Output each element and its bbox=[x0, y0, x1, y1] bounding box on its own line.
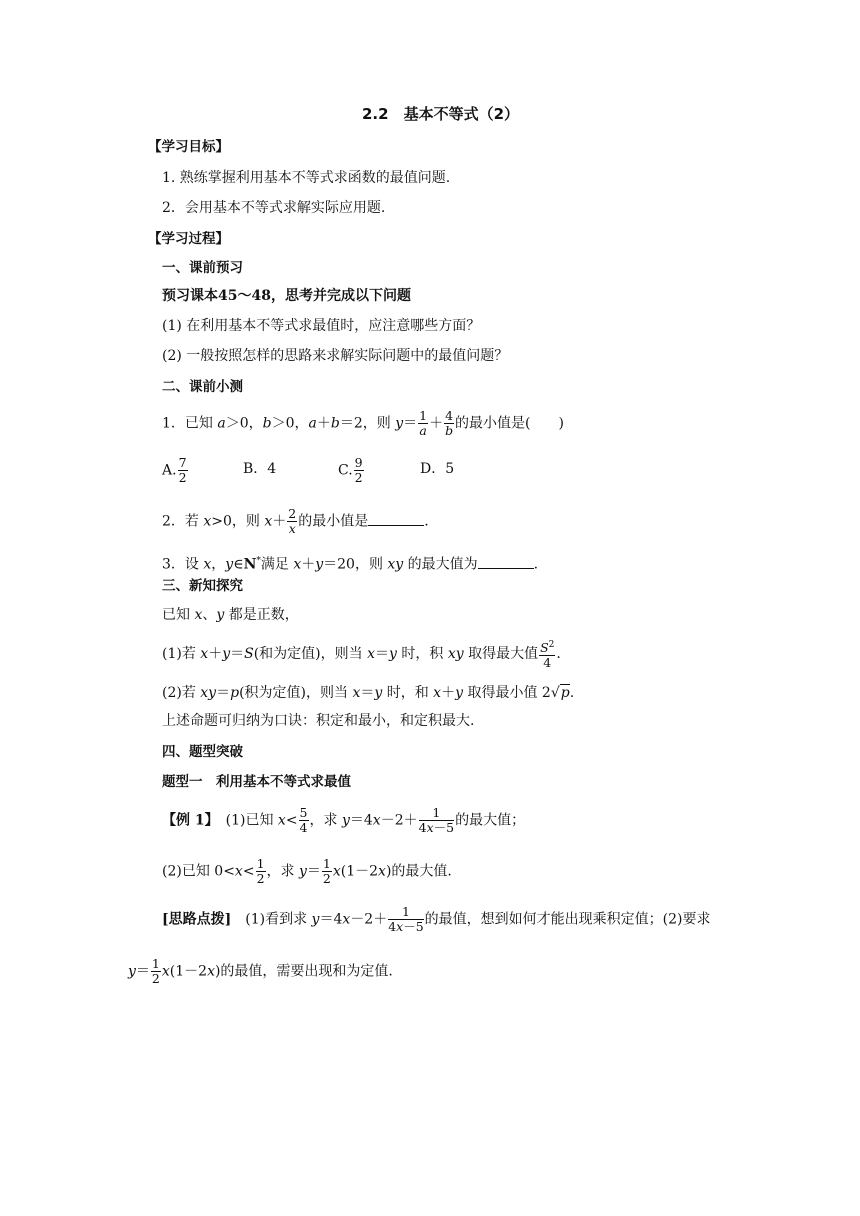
part-3-heading: 三、新知探究 bbox=[162, 578, 243, 594]
quiz-question-3: 3．设 x，y∈N*满足 x＋y＝20，则 xy 的最大值为 . bbox=[162, 551, 538, 575]
part-4-heading: 四、题型突破 bbox=[162, 744, 243, 760]
preview-intro: 预习课本45～48，思考并完成以下问题 bbox=[162, 288, 411, 304]
explore-intro: 已知 x、y 都是正数， bbox=[162, 607, 299, 623]
hint-label: [思路点拨] bbox=[162, 911, 232, 928]
quiz-question-1: 1．已知 a＞0，b＞0，a＋b＝2，则 y＝ $\frac{1}{a}$ ＋ $\frac{4}{b}$ 的最小值是( ) bbox=[162, 408, 564, 438]
section-goals-heading: 【学习目标】 bbox=[148, 139, 229, 155]
fraction: $\frac{4}{b}$ bbox=[445, 408, 454, 438]
option-d: D．5 bbox=[420, 461, 455, 477]
page-title: 2.2 基本不等式（2） bbox=[362, 105, 520, 123]
type-1-heading: 题型一 利用基本不等式求最值 bbox=[162, 774, 351, 790]
goal-item-1: 1. 熟练掌握利用基本不等式求函数的最值问题. bbox=[162, 170, 451, 186]
answer-blank bbox=[368, 511, 424, 526]
sqrt-sign: √ bbox=[550, 685, 560, 701]
example-label: 【例 1】 bbox=[162, 812, 212, 829]
example-1-part-2: (2)已知 0<x< $\frac{1}{2}$ ，求 y＝ $\frac{1}{2}$ x(1－2x)的最大值. bbox=[162, 856, 452, 886]
preview-question-1: (1) 在利用基本不等式求最值时，应注意哪些方面？ bbox=[162, 318, 481, 334]
goal-item-2: 2．会用基本不等式求解实际应用题. bbox=[162, 200, 386, 216]
part-1-heading: 一、课前预习 bbox=[162, 260, 243, 276]
explore-rhyme: 上述命题可归纳为口诀：积定和最小，和定积最大. bbox=[162, 713, 475, 729]
option-c: C. $\frac{9}{2}$ bbox=[338, 455, 363, 485]
option-b: B．4 bbox=[243, 461, 277, 477]
explore-rule-2: (2)若 xy＝p(积为定值)，则当 x＝y 时，和 x＋y 取得最小值 2√p. bbox=[162, 685, 575, 701]
answer-blank bbox=[478, 554, 534, 569]
hint-line-1: [思路点拨] (1)看到求 y＝4x－2＋ $\frac{1}{4x-5}$ 的最值，想到如何才能出现乘积定值；(2)要求 bbox=[162, 904, 711, 934]
part-2-heading: 二、课前小测 bbox=[162, 379, 243, 395]
quiz-question-2: 2．若 x>0，则 x＋ $\frac{2}{x}$ 的最小值是 . bbox=[162, 506, 429, 536]
explore-rule-1: (1)若 x＋y＝S(和为定值)，则当 x＝y 时，积 xy 取得最大值 $\frac{S^2}{4}$ . bbox=[162, 640, 561, 671]
section-process-heading: 【学习过程】 bbox=[148, 231, 229, 247]
preview-question-2: (2) 一般按照怎样的思路来求解实际问题中的最值问题？ bbox=[162, 348, 509, 364]
example-1-part-1: 【例 1】 (1)已知 x< $\frac{5}{4}$ ，求 y＝4x－2＋ $\frac{1}{4x-5}$ 的最大值； bbox=[162, 805, 526, 835]
fraction: $\frac{1}{a}$ bbox=[419, 408, 428, 438]
hint-line-2: y＝ $\frac{1}{2}$ x(1－2x)的最值，需要出现和为定值. bbox=[128, 956, 393, 986]
option-a: A. $\frac{7}{2}$ bbox=[162, 455, 187, 485]
